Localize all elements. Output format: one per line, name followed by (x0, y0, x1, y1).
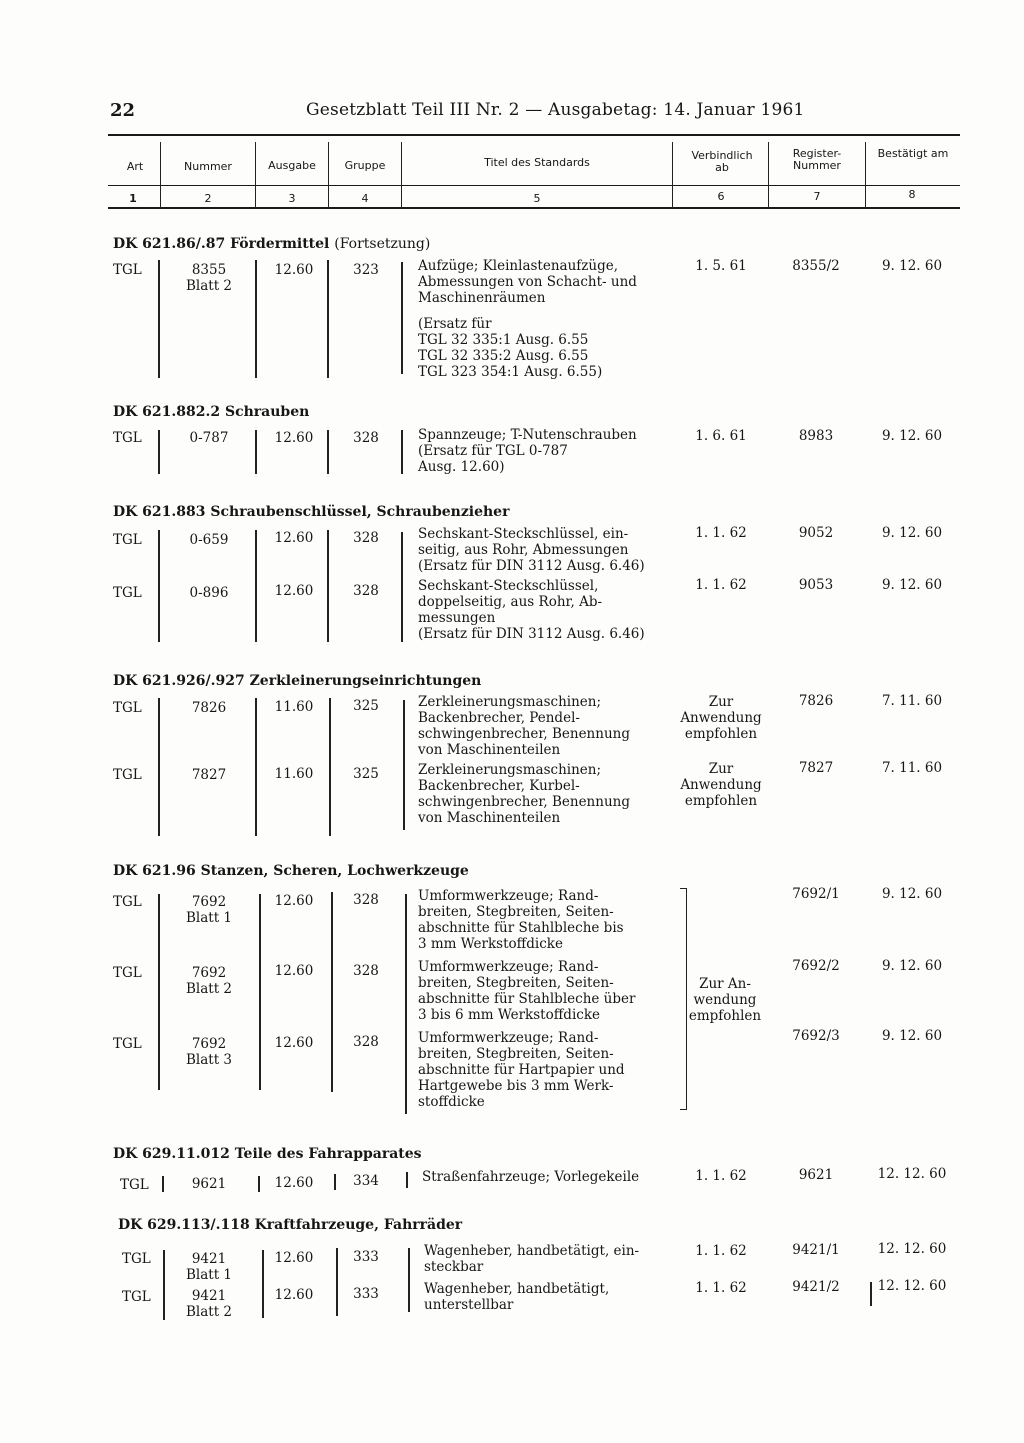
gruppe-cell: 323 (353, 262, 379, 278)
column-separator (327, 260, 329, 378)
register-cell: 8983 (798, 428, 834, 444)
column-separator (158, 894, 160, 1090)
titel-cell (418, 762, 678, 826)
section-title: DK 621.926/.927 Zerkleinerungseinrichtungen (113, 673, 482, 689)
bestaetigt-cell: 9. 12. 60 (881, 1028, 943, 1044)
column-number: 7 (813, 190, 821, 203)
ausgabe-cell: 12.60 (274, 262, 314, 278)
titel-line: doppelseitig, aus Rohr, Ab- (418, 594, 603, 610)
titel-line: TGL 32 335:1 Ausg. 6.55 (418, 332, 589, 348)
column-separator (327, 530, 329, 642)
column-separator (259, 894, 261, 1090)
titel-line: abschnitte für Hartpapier und (418, 1062, 625, 1078)
art-cell: TGL (113, 1036, 142, 1052)
column-separator (401, 262, 403, 374)
column-separator (408, 1248, 410, 1312)
verbindlich-line: wendung (693, 992, 757, 1008)
titel-line: von Maschinenteilen (418, 810, 561, 826)
nummer-cell: 9421 (191, 1288, 227, 1304)
nummer-cell: 8355 (191, 262, 227, 278)
section-title (113, 236, 430, 252)
column-number: 2 (204, 192, 212, 205)
column-separator (329, 698, 331, 836)
titel-line: schwingenbrecher, Benennung (418, 794, 630, 810)
ausgabe-cell: 12.60 (274, 1250, 314, 1266)
titel-line: Zerkleinerungsmaschinen; (418, 762, 602, 778)
titel-line: (Ersatz für DIN 3112 Ausg. 6.46) (418, 558, 645, 574)
register-cell: 7692/3 (792, 1028, 840, 1044)
ausgabe-cell: 12.60 (274, 1287, 314, 1303)
column-separator (331, 892, 333, 1092)
column-separator (158, 260, 160, 378)
column-header-verbindlich: Verbindlich ab (691, 149, 753, 174)
titel-line: Wagenheber, handbetätigt, (424, 1281, 610, 1297)
register-cell: 9421/2 (792, 1279, 840, 1295)
art-cell: TGL (113, 262, 142, 278)
register-cell: 7826 (798, 693, 834, 709)
verbindlich-cell (676, 694, 766, 742)
titel-line: 3 mm Werkstoffdicke (418, 936, 563, 952)
register-cell: 9053 (798, 577, 834, 593)
titel-cell: Straßenfahrzeuge; Vorlegekeile (422, 1169, 640, 1185)
ausgabe-cell: 11.60 (274, 699, 314, 715)
titel-line: breiten, Stegbreiten, Seiten- (418, 1046, 614, 1062)
bestaetigt-cell: 7. 11. 60 (881, 693, 943, 709)
titel-cell (418, 888, 678, 952)
column-header-nummer: Nummer (184, 160, 232, 173)
section-title: DK 629.11.012 Teile des Fahrapparates (113, 1146, 422, 1162)
register-cell: 7692/2 (792, 958, 840, 974)
column-number: 1 (129, 192, 137, 205)
column-separator (406, 1172, 408, 1188)
nummer-cell: 7692 (191, 965, 227, 981)
blatt-cell: Blatt 2 (185, 1304, 233, 1320)
titel-line: breiten, Stegbreiten, Seiten- (418, 904, 614, 920)
nummer-cell: 9421 (191, 1251, 227, 1267)
register-cell: 7827 (798, 760, 834, 776)
column-separator (255, 430, 257, 474)
titel-cell (418, 427, 678, 475)
ausgabe-cell: 12.60 (274, 1175, 314, 1191)
column-separator (255, 698, 257, 836)
art-cell: TGL (113, 532, 142, 548)
column-header-ausgabe: Ausgabe (268, 159, 316, 172)
titel-line: (Ersatz für TGL 0-787 (418, 443, 568, 459)
gruppe-cell: 328 (353, 1034, 379, 1050)
bestaetigt-cell: 7. 11. 60 (881, 760, 943, 776)
column-separator (328, 142, 329, 208)
titel-line: TGL 32 335:2 Ausg. 6.55 (418, 348, 589, 364)
art-cell: TGL (113, 430, 142, 446)
column-separator (160, 142, 161, 208)
verbindlich-cell: 1. 1. 62 (695, 577, 747, 593)
titel-line: Hartgewebe bis 3 mm Werk- (418, 1078, 614, 1094)
titel-cell (418, 258, 678, 380)
titel-cell (418, 959, 678, 1023)
column-separator (334, 1174, 336, 1190)
column-number: 3 (288, 192, 296, 205)
column-header-art: Art (126, 160, 144, 173)
gruppe-cell: 333 (353, 1286, 379, 1302)
titel-cell (424, 1281, 684, 1313)
column-header-register: Register-Nummer (792, 147, 842, 172)
titel-line: Backenbrecher, Kurbel- (418, 778, 580, 794)
bestaetigt-cell: 12. 12. 60 (877, 1241, 947, 1257)
verbindlich-line: empfohlen (688, 1008, 762, 1024)
art-cell: TGL (113, 767, 142, 783)
ausgabe-cell: 12.60 (274, 963, 314, 979)
titel-line: unterstellbar (424, 1297, 514, 1313)
page-number: 22 (110, 100, 136, 121)
verbindlich-cell: 1. 1. 62 (695, 1280, 747, 1296)
column-header-gruppe: Gruppe (344, 159, 386, 172)
verbindlich-line: Anwendung (680, 777, 762, 793)
gruppe-cell: 328 (353, 583, 379, 599)
titel-line: TGL 323 354:1 Ausg. 6.55) (418, 364, 603, 380)
gruppe-cell: 325 (353, 698, 379, 714)
register-cell: 7692/1 (792, 886, 840, 902)
bestaetigt-cell: 9. 12. 60 (881, 428, 943, 444)
nummer-cell: 7826 (191, 700, 227, 716)
verbindlich-line: Anwendung (680, 710, 762, 726)
column-number: 4 (361, 192, 369, 205)
titel-line: Umformwerkzeuge; Rand- (418, 1030, 599, 1046)
blatt-cell: Blatt 2 (185, 278, 233, 294)
column-separator (158, 530, 160, 642)
register-cell: 9621 (798, 1167, 834, 1183)
titel-line: 3 bis 6 mm Werkstoffdicke (418, 1007, 600, 1023)
nummer-cell: 0-787 (189, 430, 229, 446)
register-cell: 8355/2 (792, 258, 840, 274)
bestaetigt-cell: 12. 12. 60 (877, 1166, 947, 1182)
titel-line: Spannzeuge; T-Nutenschrauben (418, 427, 637, 443)
ausgabe-cell: 12.60 (274, 430, 314, 446)
verbindlich-cell: 1. 5. 61 (695, 258, 747, 274)
section-title-main: DK 621.86/.87 Fördermittel (113, 236, 330, 252)
titel-line: von Maschinenteilen (418, 742, 561, 758)
gruppe-cell: 328 (353, 892, 379, 908)
bestaetigt-cell: 9. 12. 60 (881, 258, 943, 274)
nummer-cell: 9621 (191, 1176, 227, 1192)
art-cell: TGL (113, 894, 142, 910)
section-title: DK 621.96 Stanzen, Scheren, Lochwerkzeuge (113, 863, 469, 879)
shared-verbindlich-cell (680, 976, 770, 1024)
section-title: DK 621.882.2 Schrauben (113, 404, 310, 420)
titel-line: abschnitte für Stahlbleche über (418, 991, 636, 1007)
ausgabe-cell: 11.60 (274, 766, 314, 782)
gruppe-cell: 333 (353, 1249, 379, 1265)
bestaetigt-cell: 9. 12. 60 (881, 525, 943, 541)
column-separator (162, 1176, 164, 1192)
titel-line: Zerkleinerungsmaschinen; (418, 694, 602, 710)
register-cell: 9421/1 (792, 1242, 840, 1258)
verbindlich-cell: 1. 6. 61 (695, 428, 747, 444)
header-rule (108, 134, 960, 136)
verbindlich-line: Zur (708, 694, 734, 710)
art-cell: TGL (113, 965, 142, 981)
column-separator (870, 1282, 872, 1306)
column-header-bestaetigt: Bestätigt am (877, 147, 949, 160)
bestaetigt-cell: 9. 12. 60 (881, 577, 943, 593)
column-separator (401, 430, 403, 474)
section-title: DK 621.883 Schraubenschlüssel, Schraubenzieher (113, 504, 510, 520)
titel-line: Maschinenräumen (418, 290, 546, 306)
titel-line: (Ersatz für (418, 316, 492, 332)
art-cell: TGL (122, 1251, 151, 1267)
titel-line: Sechskant-Steckschlüssel, ein- (418, 526, 629, 542)
column-number: 5 (533, 192, 541, 205)
column-separator (163, 1250, 165, 1320)
column-header-bottom-rule (108, 207, 960, 209)
column-number: 6 (717, 190, 725, 203)
titel-line: messungen (418, 610, 496, 626)
titel-line: steckbar (424, 1259, 484, 1275)
titel-cell (418, 578, 678, 642)
blatt-cell: Blatt 1 (185, 1267, 233, 1283)
column-separator (336, 1248, 338, 1316)
column-separator (158, 430, 160, 474)
verbindlich-line: empfohlen (684, 726, 758, 742)
gruppe-cell: 334 (353, 1173, 379, 1189)
column-separator (258, 1176, 260, 1192)
gruppe-cell: 325 (353, 766, 379, 782)
ausgabe-cell: 12.60 (274, 893, 314, 909)
page-header (110, 96, 960, 126)
blatt-cell: Blatt 2 (185, 981, 233, 997)
verbindlich-cell: 1. 1. 62 (695, 1168, 747, 1184)
nummer-cell: 0-896 (189, 585, 229, 601)
blatt-cell: Blatt 1 (185, 910, 233, 926)
nummer-cell: 7692 (191, 894, 227, 910)
column-separator (403, 700, 405, 830)
bestaetigt-cell: 12. 12. 60 (877, 1278, 947, 1294)
titel-spacer (418, 306, 678, 316)
verbindlich-cell: 1. 1. 62 (695, 525, 747, 541)
bestaetigt-cell: 9. 12. 60 (881, 886, 943, 902)
column-separator (327, 430, 329, 474)
verbindlich-line: Zur (708, 761, 734, 777)
column-number: 8 (908, 188, 916, 201)
nummer-cell: 7827 (191, 767, 227, 783)
art-cell: TGL (113, 700, 142, 716)
titel-line: (Ersatz für DIN 3112 Ausg. 6.46) (418, 626, 645, 642)
nummer-cell: 7692 (191, 1036, 227, 1052)
nummer-cell: 0-659 (189, 532, 229, 548)
titel-line: Aufzüge; Kleinlastenaufzüge, (418, 258, 618, 274)
column-separator (255, 530, 257, 642)
verbindlich-cell (676, 761, 766, 809)
gruppe-cell: 328 (353, 530, 379, 546)
verbindlich-line: Zur An- (699, 976, 751, 992)
ausgabe-cell: 12.60 (274, 530, 314, 546)
art-cell: TGL (122, 1289, 151, 1305)
page-title: Gesetzblatt Teil III Nr. 2 — Ausgabetag: 14. Januar 1961 (306, 100, 805, 120)
column-separator (768, 142, 769, 208)
art-cell: TGL (120, 1177, 149, 1193)
titel-line: Wagenheber, handbetätigt, ein- (424, 1243, 640, 1259)
titel-cell (418, 526, 678, 574)
titel-line: Backenbrecher, Pendel- (418, 710, 580, 726)
column-separator (405, 894, 407, 1114)
titel-line: Sechskant-Steckschlüssel, (418, 578, 599, 594)
section-title: DK 629.113/.118 Kraftfahrzeuge, Fahrräder (118, 1217, 463, 1233)
gruppe-cell: 328 (353, 430, 379, 446)
titel-cell (418, 1030, 678, 1110)
titel-line: Abmessungen von Schacht- und (418, 274, 637, 290)
column-separator (401, 532, 403, 642)
titel-line: Umformwerkzeuge; Rand- (418, 888, 599, 904)
bestaetigt-cell: 9. 12. 60 (881, 958, 943, 974)
column-header-divider (108, 185, 960, 186)
titel-line: Ausg. 12.60) (418, 459, 505, 475)
register-cell: 9052 (798, 525, 834, 541)
ausgabe-cell: 12.60 (274, 583, 314, 599)
gruppe-cell: 328 (353, 963, 379, 979)
verbindlich-cell: 1. 1. 62 (695, 1243, 747, 1259)
art-cell: TGL (113, 585, 142, 601)
titel-line: breiten, Stegbreiten, Seiten- (418, 975, 614, 991)
column-header-titel: Titel des Standards (484, 156, 590, 169)
ausgabe-cell: 12.60 (274, 1035, 314, 1051)
column-separator (158, 698, 160, 836)
titel-line: seitig, aus Rohr, Abmessungen (418, 542, 629, 558)
titel-cell (418, 694, 678, 758)
column-separator (672, 142, 673, 208)
titel-line: abschnitte für Stahlbleche bis (418, 920, 624, 936)
column-separator (255, 260, 257, 378)
verbindlich-line: empfohlen (684, 793, 758, 809)
blatt-cell: Blatt 3 (185, 1052, 233, 1068)
titel-line: schwingenbrecher, Benennung (418, 726, 630, 742)
titel-cell (424, 1243, 684, 1275)
titel-line: stoffdicke (418, 1094, 485, 1110)
titel-line: Umformwerkzeuge; Rand- (418, 959, 599, 975)
section-title-suffix: (Fortsetzung) (334, 236, 431, 252)
column-separator (262, 1250, 264, 1318)
